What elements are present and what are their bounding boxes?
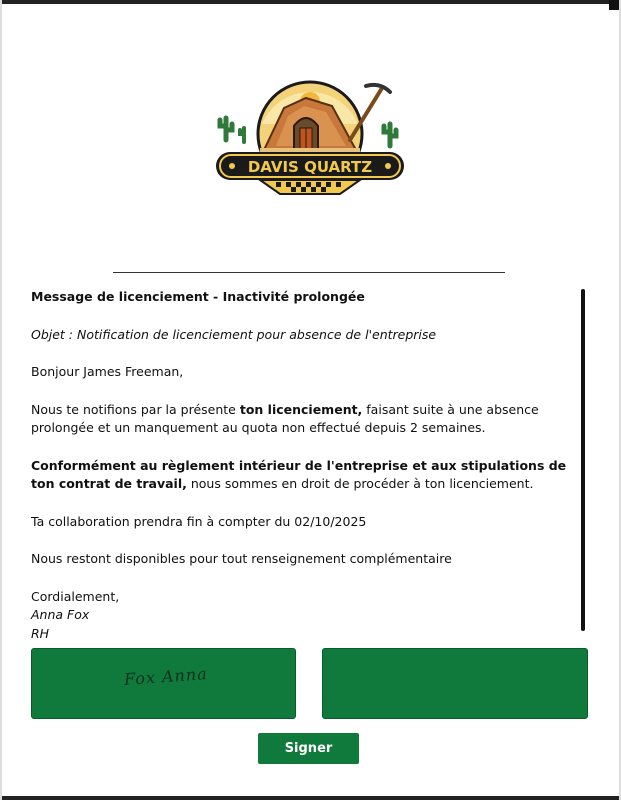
- signature-text: Fox Anna: [123, 664, 209, 689]
- paragraph-1-pre: Nous te notifions par la présente: [31, 401, 240, 417]
- signer-name: Anna Fox: [31, 607, 90, 622]
- signature-pad-right[interactable]: [322, 648, 588, 719]
- signature-pad-left[interactable]: [31, 648, 296, 719]
- letter-paragraph-1: [31, 401, 576, 438]
- window-frame-bottom: [0, 796, 621, 800]
- company-logo: [214, 80, 406, 200]
- window-frame-top: [0, 0, 621, 4]
- letter-paragraph-4: Nous restont disponibles pour tout renseignement complémentaire: [31, 551, 452, 566]
- header-divider: [113, 272, 505, 273]
- letter-title: Message de licenciement - Inactivité prolongée: [31, 289, 365, 304]
- letter-content[interactable]: [31, 288, 576, 641]
- letter-scrollbar[interactable]: [581, 289, 585, 631]
- logo-text: DAVIS QUARTZ: [247, 158, 373, 176]
- paragraph-1-bold: ton licenciement,: [239, 401, 363, 417]
- signer-role: RH: [31, 625, 50, 641]
- letter-paragraph-3: Ta collaboration prendra fin à compter du 02/10/2025: [31, 513, 367, 529]
- paragraph-2-post: nous sommes en droit de procéder à ton licenciement.: [186, 476, 534, 491]
- letter-paragraph-2: [31, 457, 576, 494]
- paragraph-1-post: faisant suite à une absence prolongée et un manquement au quota non effectué depuis 2 semaines.: [31, 401, 539, 435]
- paragraph-2-bold: Conformément au règlement intérieur de l'entreprise et aux stipulations de ton contrat de travail,: [31, 457, 567, 491]
- window-frame-left: [0, 0, 2, 800]
- letter-subject: Objet : Notification de licenciement pour absence de l'entreprise: [31, 326, 437, 342]
- letter-closing: Cordialement,: [31, 588, 120, 604]
- sign-button[interactable]: Signer: [258, 733, 359, 764]
- letter-greeting: Bonjour James Freeman,: [31, 364, 184, 379]
